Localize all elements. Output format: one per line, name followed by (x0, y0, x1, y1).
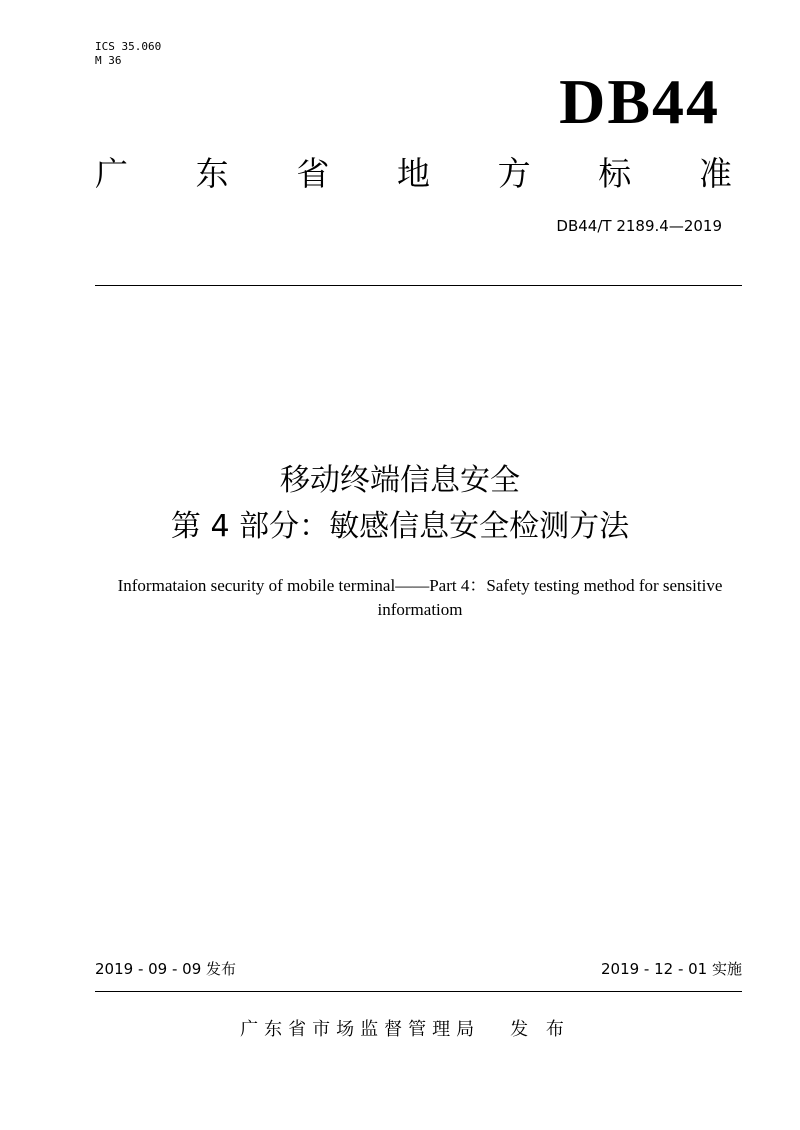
issuer-row (0, 1016, 800, 1044)
standard-type-char: 标 (598, 154, 632, 193)
ics-code: ICS 35.060 (95, 40, 162, 53)
issue-date: 2019 - 09 - 09 发布 (95, 960, 237, 978)
issuer-name: 广东省市场监督管理局 (240, 1019, 481, 1040)
standard-type-char: 方 (497, 154, 531, 193)
db-code: DB44 (559, 66, 720, 137)
classification-codes (95, 40, 161, 68)
title-cn-line1: 移动终端信息安全 (280, 463, 520, 498)
header-divider (95, 285, 742, 286)
title-cn-line2: 第 4 部分：敏感信息安全检测方法 (170, 509, 630, 544)
standard-type-char: 地 (396, 154, 430, 193)
ccs-code: M 36 (95, 54, 122, 67)
standard-type-char: 广 (95, 154, 128, 193)
standard-type-char: 准 (698, 154, 732, 193)
issue-word: 发 布 (510, 1019, 570, 1040)
footer-divider (95, 991, 742, 992)
standard-number: DB44/T 2189.4—2019 (556, 217, 722, 235)
implement-date: 2019 - 12 - 01 实施 (600, 960, 742, 978)
standard-type-char: 省 (296, 154, 330, 193)
title-en: Informataion security of mobile terminal——Part 4：Safety testing method for sensitive informatiom (117, 576, 723, 619)
standard-type-char: 东 (195, 154, 229, 193)
standard-type-heading (95, 150, 732, 198)
